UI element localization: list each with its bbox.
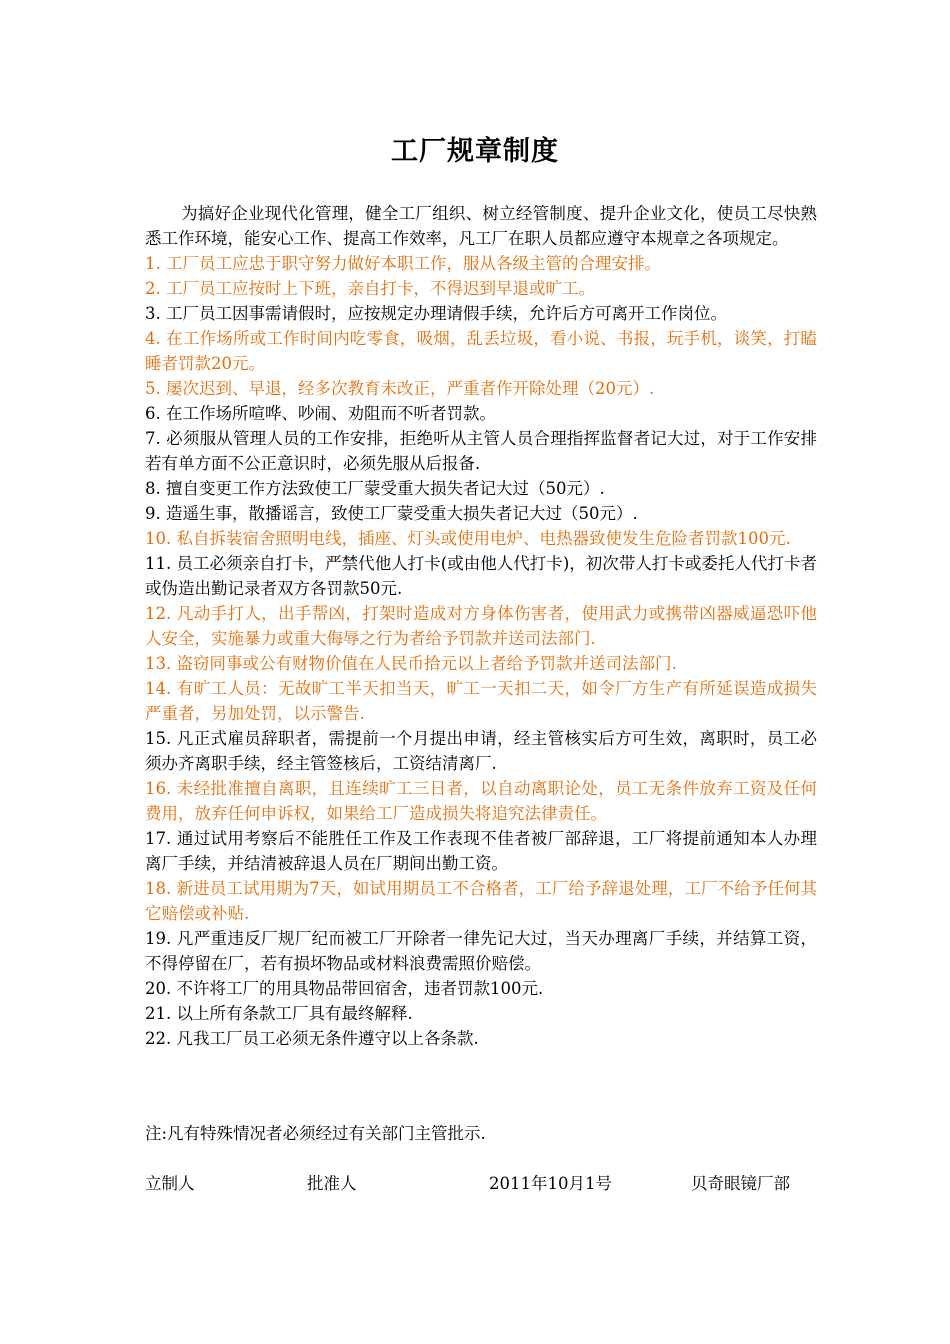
signature-author: 立制人 [145,1174,195,1193]
document-body [145,201,817,1051]
rule-item: 21. 以上所有条款工厂具有最终解释. [145,1004,413,1023]
rule-item: 17. 通过试用考察后不能胜任工作及工作表现不佳者被厂部辞退，工厂将提前通知本人办理离厂手续，并结清被辞退人员在厂期间出勤工资。 [145,829,817,873]
rule-item: 6. 在工作场所喧哗、吵闹、劝阻而不听者罚款。 [145,404,496,423]
rule-item: 12. 凡动手打人，出手帮凶，打架时造成对方身体伤害者，使用武力或携带凶器威逼恐吓他人安全，实施暴力或重大侮辱之行为者给予罚款并送司法部门. [145,604,817,648]
rules-list [145,251,817,1051]
rule-item: 4. 在工作场所或工作时间内吃零食，吸烟，乱丢垃圾，看小说、书报，玩手机，谈笑，打瞌睡者罚款20元。 [145,329,817,373]
rule-item: 1. 工厂员工应忠于职守努力做好本职工作，服从各级主管的合理安排。 [145,254,661,273]
rule-item: 18. 新进员工试用期为7天，如试用期员工不合格者，工厂给予辞退处理，工厂不给予任何其它赔偿或补贴. [145,879,817,923]
rule-item: 7. 必须服从管理人员的工作安排，拒绝听从主管人员合理指挥监督者记大过，对于工作安排若有单方面不公正意识时，必须先服从后报备. [145,429,817,473]
rule-item: 22. 凡我工厂员工必须无条件遵守以上各条款. [145,1029,479,1048]
rule-item: 15. 凡正式雇员辞职者，需提前一个月提出申请，经主管核实后方可生效，离职时，员工必须办齐离职手续，经主管签核后，工资结清离厂. [145,729,817,773]
rule-item: 20. 不许将工厂的用具物品带回宿舍，违者罚款100元. [145,979,544,998]
note-text: 注:凡有特殊情况者必须经过有关部门主管批示. [145,1124,486,1143]
intro-paragraph: 为搞好企业现代化管理，健全工厂组织、树立经管制度、提升企业文化，使员工尽快熟悉工作环境，能安心工作、提高工作效率，凡工厂在职人员都应遵守本规章之各项规定。 [145,204,817,248]
rule-item: 3. 工厂员工因事需请假时，应按规定办理请假手续，允许后方可离开工作岗位。 [145,304,727,323]
rule-item: 8. 擅自变更工作方法致使工厂蒙受重大损失者记大过（50元）. [145,479,605,498]
signature-approver: 批准人 [307,1174,357,1193]
rule-item: 5. 屡次迟到、早退，经多次教育未改正，严重者作开除处理（20元）. [145,379,655,398]
rule-item: 19. 凡严重违反厂规厂纪而被工厂开除者一律先记大过，当天办理离厂手续，并结算工资，不得停留在厂，若有损坏物品或材料浪费需照价赔偿。 [145,929,817,973]
rule-item: 9. 造遥生事，散播谣言，致使工厂蒙受重大损失者记大过（50元）. [145,504,638,523]
rule-item: 16. 未经批准擅自离职，且连续旷工三日者，以自动离职论处，员工无条件放弃工资及任何费用，放弃任何申诉权，如果给工厂造成损失将追究法律责任。 [145,779,817,823]
rule-item: 2. 工厂员工应按时上下班，亲自打卡，不得迟到早退或旷工。 [145,279,595,298]
document-title: 工厂规章制度 [391,136,559,167]
signature-date: 2011年10月1号 [489,1174,612,1193]
rule-item: 14. 有旷工人员：无故旷工半天扣当天，旷工一天扣二天，如令厂方生产有所延误造成损失严重者，另加处罚，以示警告. [145,679,817,723]
rule-item: 11. 员工必须亲自打卡，严禁代他人打卡(或由他人代打卡)，初次带人打卡或委托人代打卡者或伪造出勤记录者双方各罚款50元. [145,554,817,598]
rule-item: 10. 私自拆装宿舍照明电线，插座、灯头或使用电炉、电热器致使发生危险者罚款100元. [145,529,791,548]
rule-item: 13. 盗窃同事或公有财物价值在人民币拾元以上者给予罚款并送司法部门. [145,654,677,673]
signature-department: 贝奇眼镜厂部 [691,1174,790,1193]
